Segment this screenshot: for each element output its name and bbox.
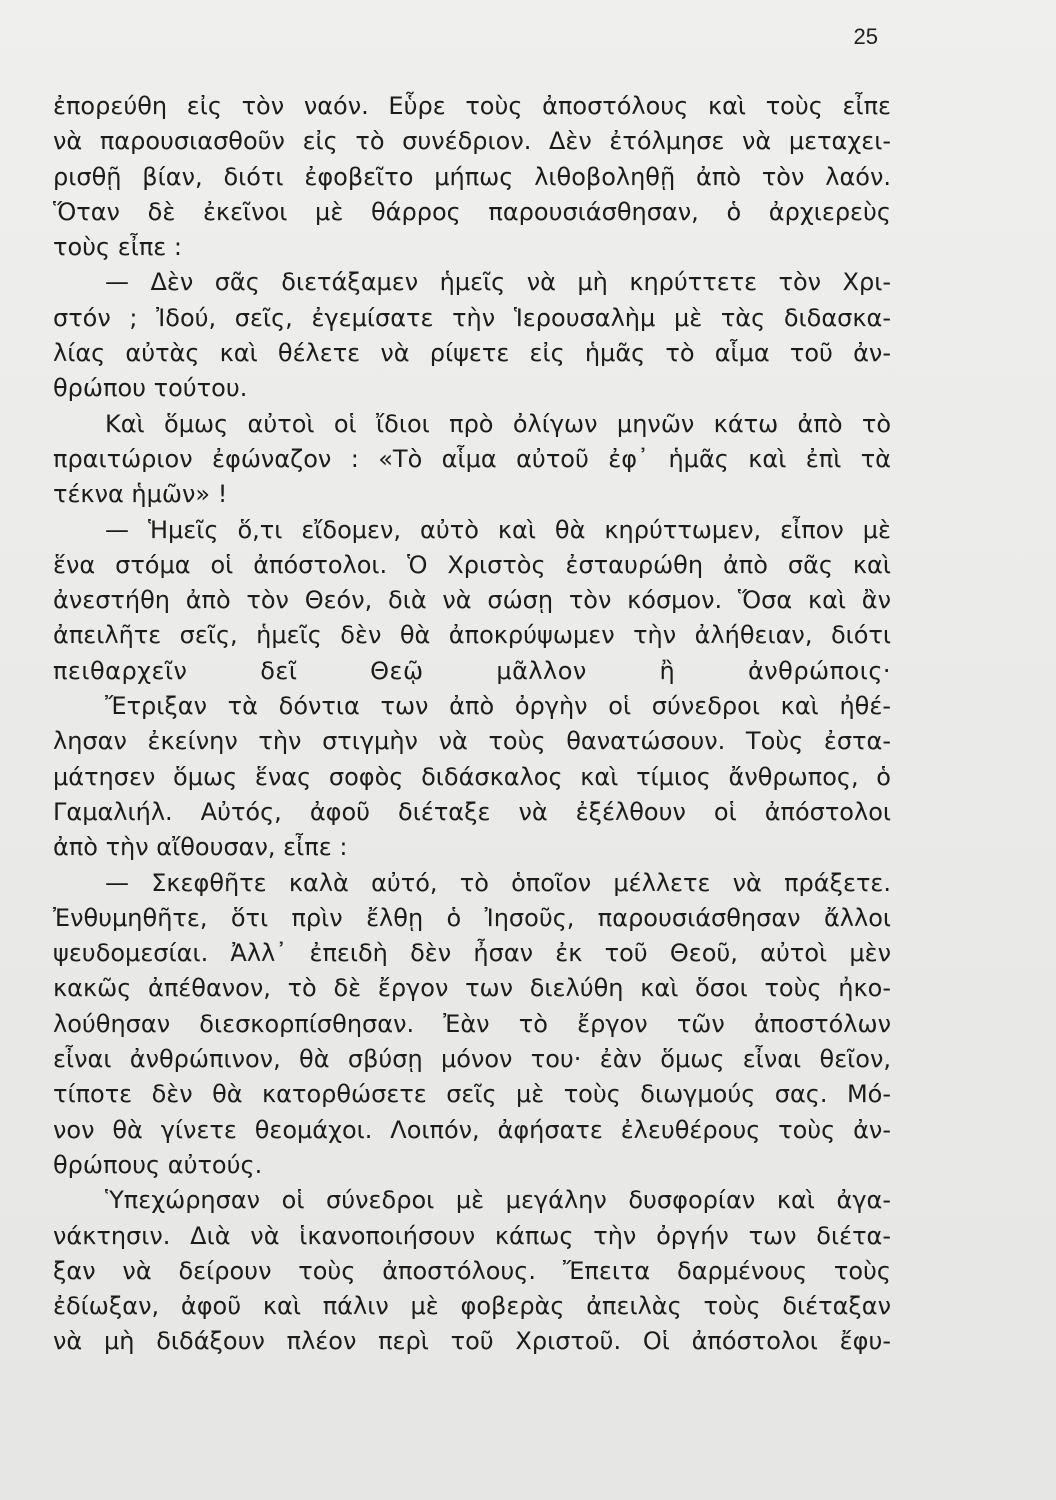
text-line: ψευδομεσίαι. Ἀλλ᾽ ἐπειδὴ δὲν ἦσαν ἐκ τοῦ Θεοῦ, αὐτοὶ μὲν xyxy=(53,939,891,968)
text-line: εἶναι ἀνθρώπινον, θὰ σβύσῃ μόνον του· ἐὰν ὅμως εἶναι θεῖον, xyxy=(53,1045,891,1074)
text-line: λούθησαν διεσκορπίσθησαν. Ἐὰν τὸ ἔργον τῶν ἀποστόλων xyxy=(53,1009,891,1038)
text-line: κακῶς ἀπέθανον, τὸ δὲ ἔργον των διελύθη καὶ ὅσοι τοὺς ἠκο- xyxy=(53,974,891,1003)
text-line: — Ἡμεῖς ὅ,τι εἴδομεν, αὐτὸ καὶ θὰ κηρύττωμεν, εἶπον μὲ xyxy=(105,515,891,544)
text-line: τέκνα ἡμῶν» ! xyxy=(53,480,228,509)
text-line: πραιτώριον ἐφώναζον : «Τὸ αἷμα αὐτοῦ ἐφ᾽ ἡμᾶς καὶ ἐπὶ τὰ xyxy=(53,444,891,473)
text-line: Καὶ ὅμως αὐτοὶ οἱ ἴδιοι πρὸ ὀλίγων μηνῶν κάτω ἀπὸ τὸ xyxy=(105,409,891,438)
text-line: Ὅταν δὲ ἐκεῖνοι μὲ θάρρος παρουσιάσθησαν, ὁ ἀρχιερεὺς xyxy=(53,197,891,226)
text-line: Ἔτριξαν τὰ δόντια των ἀπὸ ὀργὴν οἱ σύνεδροι καὶ ἠθέ- xyxy=(105,692,891,721)
text-line: νὰ παρουσιασθοῦν εἰς τὸ συνέδριον. Δὲν ἐτόλμησε νὰ μεταχει- xyxy=(53,127,891,156)
text-line: — Σκεφθῆτε καλὰ αὐτό, τὸ ὁποῖον μέλλετε νὰ πράξετε. xyxy=(105,868,891,897)
text-line: ξαν νὰ δείρουν τοὺς ἀποστόλους. Ἔπειτα δαρμένους τοὺς xyxy=(53,1256,891,1285)
text-line: ἕνα στόμα οἱ ἀπόστολοι. Ὁ Χριστὸς ἐσταυρώθη ἀπὸ σᾶς καὶ xyxy=(53,550,891,579)
text-line: θρώπου τούτου. xyxy=(53,374,248,403)
body-text xyxy=(53,89,891,1360)
text-line: τίποτε δὲν θὰ κατορθώσετε σεῖς μὲ τοὺς διωγμούς σας. Μό- xyxy=(53,1080,891,1109)
text-line: ρισθῇ βίαν, διότι ἐφοβεῖτο μήπως λιθοβοληθῇ ἀπὸ τὸν λαόν. xyxy=(53,162,891,191)
text-line: — Δὲν σᾶς διετάξαμεν ἡμεῖς νὰ μὴ κηρύττετε τὸν Χρι- xyxy=(105,268,891,297)
text-line: νὰ μὴ διδάξουν πλέον περὶ τοῦ Χριστοῦ. Οἱ ἀπόστολοι ἔφυ- xyxy=(53,1327,891,1356)
text-line: ἀπειλῆτε σεῖς, ἡμεῖς δὲν θὰ ἀποκρύψωμεν τὴν ἀλήθειαν, διότι xyxy=(53,621,891,650)
text-line: Ὑπεχώρησαν οἱ σύνεδροι μὲ μεγάλην δυσφορίαν καὶ ἀγα- xyxy=(105,1186,891,1215)
text-line: πειθαρχεῖν δεῖ Θεῷ μᾶλλον ἢ ἀνθρώποις· xyxy=(53,656,891,685)
text-line: στόν ; Ἰδού, σεῖς, ἐγεμίσατε τὴν Ἱερουσαλὴμ μὲ τὰς διδασκα- xyxy=(53,303,891,332)
page-number: 25 xyxy=(853,24,878,49)
text-line: νάκτησιν. Διὰ νὰ ἱκανοποιήσουν κάπως τὴν ὀργήν των διέτα- xyxy=(53,1221,891,1250)
text-line: ἀνεστήθη ἀπὸ τὸν Θεόν, διὰ νὰ σώσῃ τὸν κόσμον. Ὅσα καὶ ἂν xyxy=(53,586,891,615)
text-line: τοὺς εἶπε : xyxy=(53,233,182,262)
text-line: Γαμαλιήλ. Αὐτός, ἀφοῦ διέταξε νὰ ἐξέλθουν οἱ ἀπόστολοι xyxy=(53,797,891,826)
text-line: θρώπους αὐτούς. xyxy=(53,1150,263,1179)
text-line: ἐδίωξαν, ἀφοῦ καὶ πάλιν μὲ φοβερὰς ἀπειλὰς τοὺς διέταξαν xyxy=(53,1292,891,1321)
text-line: λησαν ἐκείνην τὴν στιγμὴν νὰ τοὺς θανατώσουν. Τοὺς ἐστα- xyxy=(53,727,891,756)
text-line: νον θὰ γίνετε θεομάχοι. Λοιπόν, ἀφήσατε ἐλευθέρους τοὺς ἀν- xyxy=(53,1115,891,1144)
text-line: Ἐνθυμηθῆτε, ὅτι πρὶν ἔλθῃ ὁ Ἰησοῦς, παρουσιάσθησαν ἄλλοι xyxy=(53,903,891,932)
text-line: λίας αὐτὰς καὶ θέλετε νὰ ρίψετε εἰς ἡμᾶς τὸ αἷμα τοῦ ἀν- xyxy=(53,339,891,368)
text-line: μάτησεν ὅμως ἕνας σοφὸς διδάσκαλος καὶ τίμιος ἄνθρωπος, ὁ xyxy=(53,762,891,791)
text-line: ἀπὸ τὴν αἴθουσαν, εἶπε : xyxy=(53,833,348,862)
text-line: ἐπορεύθη εἰς τὸν ναόν. Εὗρε τοὺς ἀποστόλους καὶ τοὺς εἶπε xyxy=(53,92,891,120)
